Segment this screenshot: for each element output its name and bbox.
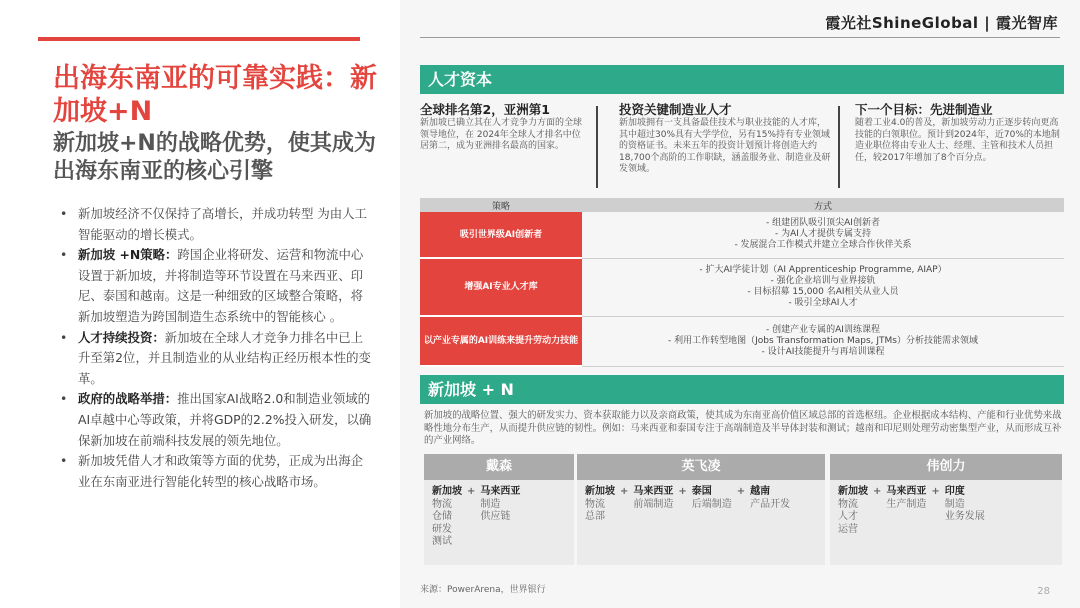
country-name: 越南	[750, 486, 771, 497]
strategy-table	[420, 198, 1064, 367]
source-note: 来源：PowerArena，世界银行	[420, 585, 546, 595]
table-row	[420, 258, 1064, 316]
brand-logo: 霞光社ShineGlobal | 霞光智库	[825, 14, 1058, 32]
function-label: 后端制造	[691, 498, 732, 510]
column-divider	[838, 106, 840, 188]
strategy-method-item: - 设计AI技能提升与再培训课程	[761, 346, 885, 357]
bullet-lead: 人才持续投资：	[78, 329, 165, 345]
country-name: 新加坡	[432, 486, 462, 497]
bullet-item	[60, 389, 372, 451]
company-case-card	[424, 454, 574, 565]
table-header-method: 方式	[582, 198, 1064, 212]
country-name: 新加坡	[585, 486, 615, 497]
strategy-method-item: - 强化企业培训与业界接轨	[770, 276, 876, 286]
sgn-section-header: 新加坡 + N	[420, 375, 1064, 404]
talent-col-title: 下一个目标：先进制造业	[855, 102, 993, 117]
strategy-method-item: - 为AI人才提供专属支持	[775, 229, 871, 240]
plus-label: +	[736, 486, 746, 497]
function-label: 产品开发	[750, 498, 791, 510]
country-name: 马来西亚	[480, 486, 521, 497]
plus-sign	[868, 486, 886, 536]
talent-col-text: 新加坡已确立其在人才竞争力方面的全球领导地位，在 2024年全球人才排名中位居第二，成为亚洲排名最高的国家。	[420, 118, 583, 151]
bullet-item	[60, 451, 372, 492]
function-label: 测试	[432, 536, 452, 547]
bullet-text: 推出国家AI战略2.0和制造业领域的AI卓越中心等政策，并将GDP的2.2%投入研发，以确保新加坡在前端科技发展的领先地位。	[78, 391, 372, 448]
strategy-methods	[582, 316, 1064, 366]
function-label: 物流	[432, 498, 452, 510]
function-label: 总部	[585, 511, 605, 522]
header-rule	[420, 37, 1060, 38]
bullet-item	[60, 328, 372, 390]
country-column	[945, 486, 985, 536]
table-row	[420, 212, 1064, 258]
talent-section-header: 人才资本	[420, 65, 1064, 94]
talent-col-text: 新加坡拥有一支具备最佳技术与职业技能的人才库，其中超过30%具有大学学位，另有15%持有专业领域的资格证书。未来五年的投资计划预计将创造大约18,700个高阶的工作职缺，涵盖服务业、制造业及研发领域。	[619, 118, 831, 174]
bullet-lead: 政府的战略举措：	[78, 391, 178, 407]
talent-col-title: 投资关键制造业人才	[619, 102, 732, 117]
country-name: 新加坡	[838, 486, 868, 497]
function-label: 人才	[838, 511, 858, 522]
plus-sign	[615, 486, 633, 524]
plus-label: +	[467, 486, 476, 497]
function-label: 生产制造	[886, 498, 927, 510]
country-column	[838, 486, 868, 536]
function-label: 研发	[432, 523, 452, 535]
company-case-card	[577, 454, 825, 565]
function-label: 物流	[585, 498, 605, 510]
company-name: 英飞凌	[577, 454, 825, 480]
plus-label: +	[873, 486, 882, 497]
column-divider	[596, 106, 598, 188]
talent-col-text: 随着工业4.0的普及，新加坡劳动力正逐步转向更高技能的白领职位。预计到2024年，近70%的本地制造业职位将由专业人士、经理、主管和技术人员担任，较2017年增加了8个百分点。	[855, 118, 1060, 163]
function-label: 前端制造	[633, 498, 674, 510]
function-label: 业务发展	[944, 511, 985, 522]
sgn-intro: 新加坡的战略位置、强大的研发实力、资本获取能力以及亲商政策，使其成为东南亚高价值区域总部的首选枢纽。企业根据成本结构、产能和行业优势来战略性地分布生产，从而提升供应链的韧性。例如：马来西亚和泰国专注于高端制造及半导体封装和测试；越南和印尼则处理劳动密集型产业，从而形成互补的产业网络。	[424, 410, 1062, 446]
function-label: 制造	[944, 498, 965, 510]
talent-col-ranking	[420, 102, 588, 153]
plus-label: +	[678, 486, 687, 497]
strategy-methods	[582, 212, 1064, 258]
plus-label: +	[931, 486, 940, 497]
bullet-item	[60, 204, 372, 245]
strategy-method-item: - 目标招募 15,000 名AI相关从业人员	[747, 287, 899, 297]
bullet-lead: 新加坡 +N策略：	[78, 247, 178, 263]
strategy-method-item: - 创建产业专属的AI训练课程	[766, 324, 880, 335]
strategy-method-item: - 发展混合工作模式并建立全球合作伙伴关系	[734, 240, 912, 251]
page-number: 28	[1037, 586, 1050, 597]
country-name: 马来西亚	[886, 486, 927, 497]
country-name: 泰国	[691, 486, 712, 497]
plus-label: +	[620, 486, 629, 497]
country-name: 马来西亚	[633, 486, 674, 497]
talent-col-next-goal	[855, 102, 1062, 164]
strategy-methods	[582, 258, 1064, 316]
country-column	[585, 486, 615, 524]
company-name: 伟创力	[830, 454, 1062, 480]
function-label: 仓储	[432, 511, 452, 522]
strategy-method-item: - 利用工作转型地图（Jobs Transformation Maps, JTMs）分析技能需求领域	[668, 335, 978, 346]
plus-sign	[462, 486, 480, 549]
talent-col-title: 全球排名第2，亚洲第1	[420, 102, 550, 117]
bullet-item	[60, 245, 372, 327]
country-column	[750, 486, 790, 524]
company-name: 戴森	[424, 454, 574, 480]
strategy-method-item: - 扩大AI学徒计划（AI Apprenticeship Programme, AIAP）	[699, 265, 947, 275]
plus-sign	[673, 486, 691, 524]
function-label: 制造	[480, 498, 501, 510]
page-title: 出海东南亚的可靠实践：新加坡+N	[53, 63, 377, 127]
strategy-name: 吸引世界级AI创新者	[420, 212, 582, 258]
country-column	[480, 486, 520, 549]
table-header-strategy: 策略	[420, 198, 582, 212]
page-subtitle: 新加坡+N的战略优势，使其成为出海东南亚的核心引擎	[53, 131, 376, 184]
plus-sign	[926, 486, 944, 536]
function-label: 运营	[838, 523, 858, 535]
title-accent-bar	[38, 37, 360, 41]
bullet-text: 新加坡凭借人才和政策等方面的优势，正成为出海企业在东南亚进行智能化转型的核心战略市场。	[78, 453, 363, 489]
bullet-list	[60, 204, 372, 492]
table-header-row	[420, 198, 1064, 212]
bullet-text: 新加坡经济不仅保持了高增长，并成功转型 为由人工智能驱动的增长模式。	[78, 206, 367, 242]
strategy-method-item: - 组建团队吸引顶尖AI创新者	[766, 218, 880, 229]
country-column	[886, 486, 926, 536]
bullet-text: 跨国企业将研发、运营和物流中心设置于新加坡，并将制造等环节设置在马来西亚、印尼、泰国和越南。这是一种细致的区域整合策略，将新加坡塑造为跨国制造生态系统中的智能核心 。	[78, 247, 364, 324]
company-case-card	[830, 454, 1062, 565]
plus-sign	[732, 486, 750, 524]
table-row	[420, 316, 1064, 366]
function-label: 供应链	[480, 511, 511, 522]
country-column	[633, 486, 673, 524]
strategy-name: 增强AI专业人才库	[420, 258, 582, 316]
talent-col-investment	[619, 102, 831, 176]
strategy-method-item: - 吸引全球AI人才	[788, 298, 858, 308]
bullet-text: 新加坡在全球人才竞争力排名中已上升至第2位，并且制造业的从业结构正经历根本性的变革。	[78, 329, 371, 386]
strategy-name: 以产业专属的AI训练来提升劳动力技能	[420, 316, 582, 366]
country-column	[692, 486, 732, 524]
function-label: 物流	[838, 498, 858, 510]
country-column	[432, 486, 462, 549]
country-name: 印度	[944, 486, 965, 497]
